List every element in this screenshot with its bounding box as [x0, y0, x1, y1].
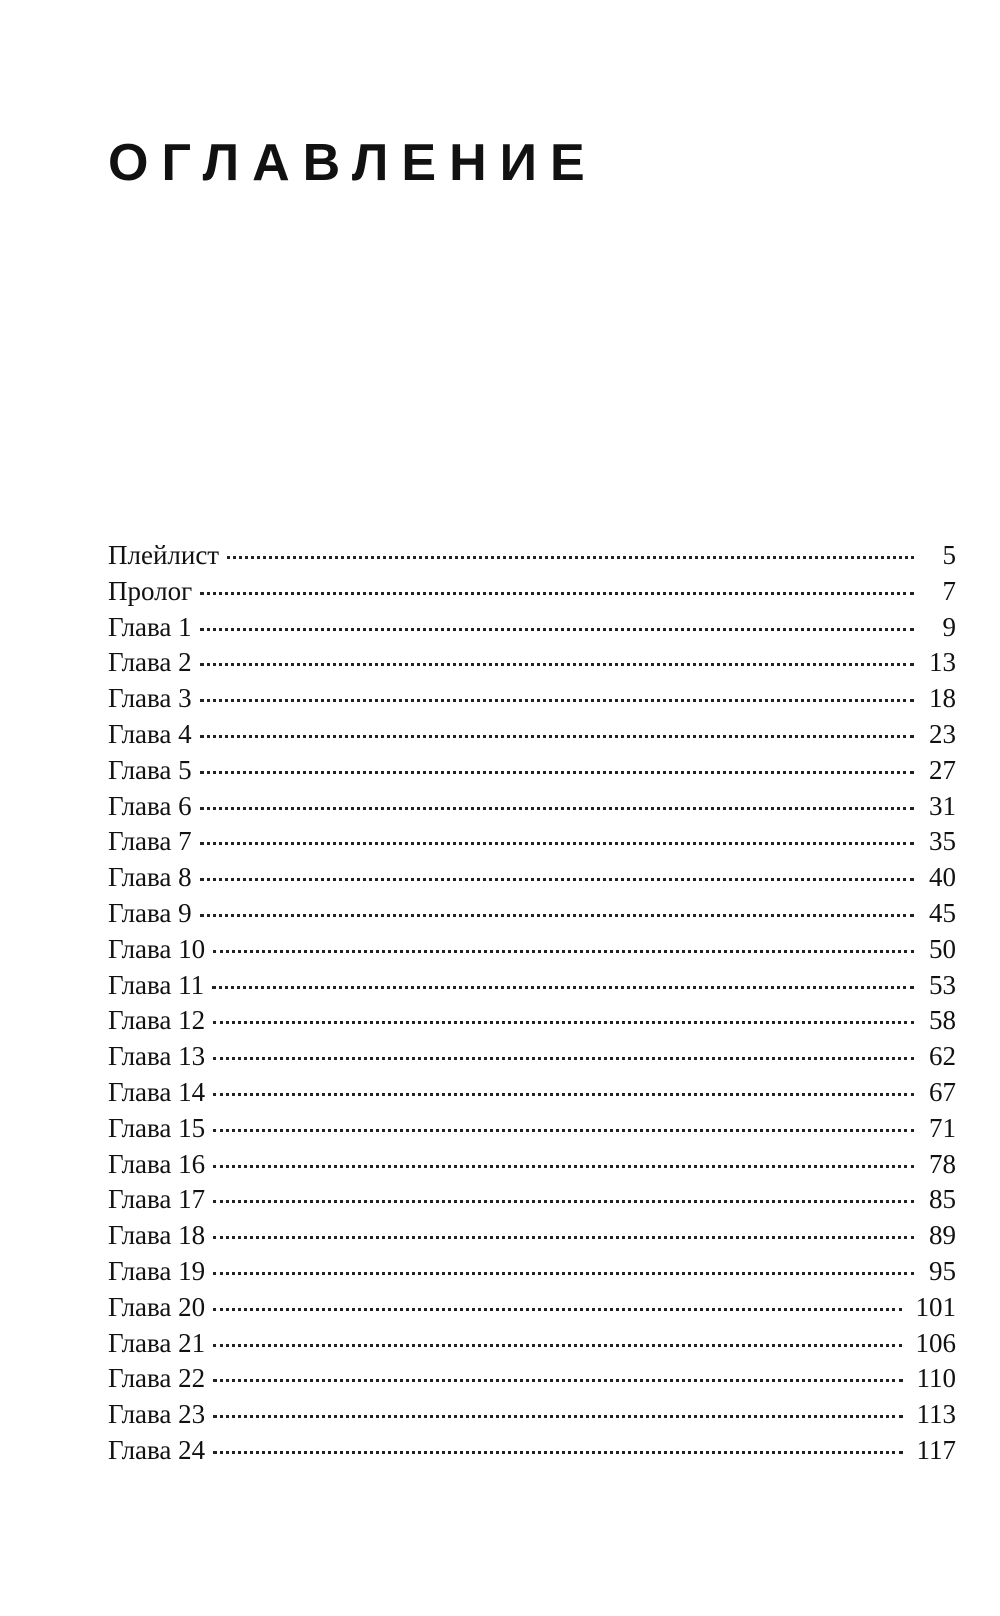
toc-dot-leader	[227, 556, 914, 559]
toc-entry-page-number: 89	[929, 1220, 956, 1251]
toc-entry-label: Глава 8	[108, 862, 192, 893]
toc-entry	[108, 538, 956, 574]
toc-entry-page-number: 110	[916, 1363, 956, 1394]
toc-entry	[108, 1433, 956, 1469]
toc-entry	[108, 574, 956, 610]
toc-entry-page-number: 5	[942, 540, 956, 570]
toc-dot-leader	[200, 735, 914, 738]
toc-entry-label: Глава 9	[108, 897, 192, 928]
toc-entry	[108, 753, 956, 789]
toc-entry-label: Глава 21	[108, 1327, 206, 1358]
toc-entry-page-number: 85	[929, 1184, 956, 1215]
toc-dot-leader	[213, 1272, 914, 1275]
toc-entry-label: Глава 18	[108, 1220, 206, 1251]
toc-entry-label: Глава 17	[108, 1184, 206, 1215]
toc-dot-leader	[213, 1129, 914, 1132]
toc-entry-label: Глава 10	[108, 933, 206, 964]
toc-dot-leader	[200, 628, 914, 631]
toc-entry	[108, 1182, 956, 1218]
table-of-contents	[108, 538, 956, 1469]
toc-dot-leader	[213, 1308, 901, 1311]
toc-entry-label: Глава 3	[108, 683, 192, 714]
toc-entry-page-number: 23	[929, 718, 956, 749]
toc-entry	[108, 1397, 956, 1433]
toc-entry-page-number: 45	[929, 897, 956, 928]
toc-entry	[108, 896, 956, 932]
toc-entry	[108, 1326, 956, 1362]
toc-entry-page-number: 18	[929, 683, 956, 714]
toc-entry-page-number: 53	[929, 969, 956, 1000]
toc-dot-leader	[200, 699, 914, 702]
toc-dot-leader	[213, 1379, 902, 1382]
toc-entry-page-number: 13	[929, 647, 956, 678]
toc-entry	[108, 1361, 956, 1397]
toc-entry-label: Глава 16	[108, 1148, 206, 1179]
toc-entry-page-number: 67	[929, 1076, 956, 1107]
toc-entry	[108, 1111, 956, 1147]
toc-entry	[108, 1254, 956, 1290]
toc-entry-label: Глава 12	[108, 1005, 206, 1036]
toc-dot-leader	[213, 1451, 902, 1454]
toc-entry-label: Глава 7	[108, 826, 192, 857]
toc-entry	[108, 645, 956, 681]
toc-entry	[108, 1003, 956, 1039]
toc-entry-label: Пролог	[108, 575, 193, 606]
toc-dot-leader	[213, 1200, 914, 1203]
toc-entry-label: Глава 15	[108, 1112, 206, 1143]
toc-entry-page-number: 117	[916, 1434, 956, 1465]
toc-dot-leader	[213, 1415, 902, 1418]
toc-entry-page-number: 35	[929, 826, 956, 857]
toc-entry-page-number: 40	[929, 862, 956, 893]
toc-entry-label: Глава 2	[108, 647, 192, 678]
toc-dot-leader	[213, 1021, 914, 1024]
toc-entry	[108, 824, 956, 860]
toc-entry	[108, 1147, 956, 1183]
toc-dot-leader	[200, 878, 914, 881]
toc-entry	[108, 1039, 956, 1075]
toc-dot-leader	[213, 1236, 914, 1239]
toc-entry-label: Глава 5	[108, 754, 192, 785]
toc-entry-page-number: 62	[929, 1041, 956, 1072]
toc-entry-page-number: 58	[929, 1005, 956, 1036]
toc-entry	[108, 932, 956, 968]
toc-entry-label: Глава 20	[108, 1291, 206, 1322]
toc-entry-label: Глава 11	[108, 969, 205, 1000]
toc-dot-leader	[200, 842, 914, 845]
toc-entry-label: Глава 23	[108, 1399, 206, 1430]
toc-dot-leader	[200, 914, 914, 917]
toc-entry	[108, 860, 956, 896]
toc-entry	[108, 717, 956, 753]
toc-entry-label: Глава 24	[108, 1434, 206, 1465]
page-title: ОГЛАВЛЕНИЕ	[108, 134, 598, 192]
toc-dot-leader	[200, 771, 914, 774]
toc-entry	[108, 610, 956, 646]
toc-dot-leader	[200, 807, 914, 810]
toc-dot-leader	[212, 986, 914, 989]
toc-entry-page-number: 31	[929, 790, 956, 821]
toc-dot-leader	[213, 1344, 901, 1347]
toc-entry	[108, 789, 956, 825]
toc-dot-leader	[213, 950, 914, 953]
toc-dot-leader	[213, 1057, 914, 1060]
toc-entry-page-number: 50	[929, 933, 956, 964]
toc-entry-page-number: 27	[929, 754, 956, 785]
toc-entry-label: Глава 14	[108, 1076, 206, 1107]
toc-entry	[108, 1218, 956, 1254]
toc-entry-page-number: 7	[942, 575, 956, 606]
toc-entry-page-number: 113	[916, 1399, 956, 1430]
toc-entry	[108, 968, 956, 1004]
toc-entry	[108, 1075, 956, 1111]
toc-entry-label: Глава 6	[108, 790, 192, 821]
toc-entry	[108, 1290, 956, 1326]
toc-entry-page-number: 101	[915, 1291, 956, 1322]
toc-entry-label: Глава 1	[108, 611, 192, 642]
toc-entry-label: Глава 4	[108, 718, 192, 749]
toc-dot-leader	[213, 1093, 914, 1096]
toc-entry-label: Глава 13	[108, 1041, 206, 1072]
toc-entry-page-number: 9	[942, 611, 956, 642]
toc-entry-label: Глава 22	[108, 1363, 206, 1394]
toc-dot-leader	[213, 1165, 914, 1168]
toc-entry-page-number: 106	[915, 1327, 956, 1358]
toc-entry-label: Плейлист	[108, 540, 220, 570]
toc-entry	[108, 681, 956, 717]
toc-dot-leader	[200, 592, 914, 595]
toc-dot-leader	[200, 663, 914, 666]
toc-entry-label: Глава 19	[108, 1255, 206, 1286]
toc-entry-page-number: 95	[929, 1255, 956, 1286]
toc-entry-page-number: 78	[929, 1148, 956, 1179]
toc-entry-page-number: 71	[929, 1112, 956, 1143]
